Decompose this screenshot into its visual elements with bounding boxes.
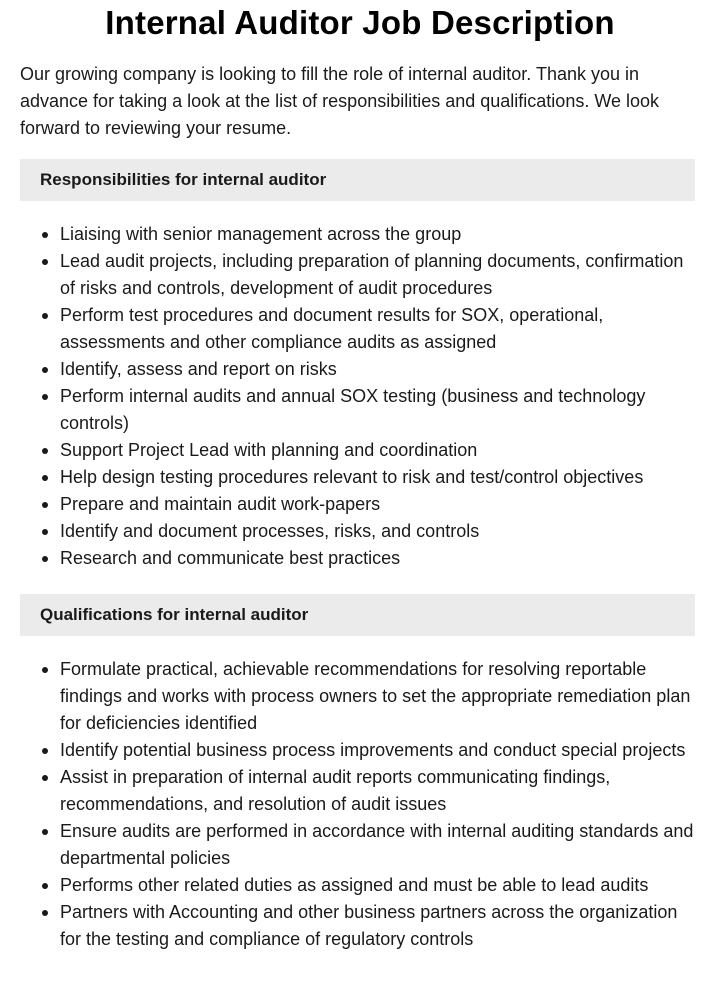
bullet-icon: [42, 556, 48, 562]
list-item-text: Liaising with senior management across the group: [60, 224, 462, 244]
qualifications-header: [20, 594, 695, 636]
list-item: [60, 764, 700, 818]
list-item: [60, 518, 700, 545]
list-item-text: Performs other related duties as assigned and must be able to lead audits: [60, 875, 649, 895]
list-item: [60, 437, 700, 464]
responsibilities-heading: Responsibilities for internal auditor: [40, 170, 327, 189]
intro-paragraph: Our growing company is looking to fill the role of internal auditor. Thank you in advance for taking a look at the list of responsibilities and qualifications. We look forward to reviewing your resume.: [20, 64, 660, 138]
list-item: [60, 656, 700, 737]
page-title: Internal Auditor Job Description: [105, 4, 615, 41]
list-item: [60, 302, 700, 356]
list-item-text: Identify and document processes, risks, and controls: [60, 521, 480, 541]
bullet-icon: [42, 313, 48, 319]
list-item: [60, 818, 700, 872]
bullet-icon: [42, 448, 48, 454]
section-spacer: [0, 572, 720, 577]
bullet-icon: [42, 232, 48, 238]
list-item-text: Support Project Lead with planning and coordination: [60, 440, 478, 460]
responsibilities-header: [20, 159, 695, 201]
list-item-text: Identify, assess and report on risks: [60, 359, 337, 379]
bullet-icon: [42, 367, 48, 373]
bullet-icon: [42, 667, 48, 673]
list-item-text: Prepare and maintain audit work-papers: [60, 494, 381, 514]
list-item: [60, 383, 700, 437]
list-item: [60, 464, 700, 491]
bullet-icon: [42, 910, 48, 916]
list-item: [60, 899, 700, 953]
qualifications-heading: Qualifications for internal auditor: [40, 605, 309, 624]
list-item-text: Help design testing procedures relevant to risk and test/control objectives: [60, 467, 644, 487]
bullet-icon: [42, 529, 48, 535]
list-item-text: Assist in preparation of internal audit reports communicating findings, recommendations, and resolution of audit issues: [60, 767, 611, 814]
bullet-icon: [42, 475, 48, 481]
list-item: [60, 545, 700, 572]
bullet-icon: [42, 259, 48, 265]
list-item-text: Research and communicate best practices: [60, 548, 401, 568]
list-item: [60, 737, 700, 764]
list-item-text: Formulate practical, achievable recommendations for resolving reportable findings and works with process owners to set the appropriate remediation plan for deficiencies identified: [60, 659, 691, 733]
bullet-icon: [42, 748, 48, 754]
list-item: [60, 221, 700, 248]
responsibilities-list: [0, 221, 720, 572]
bullet-icon: [42, 502, 48, 508]
list-item-text: Identify potential business process improvements and conduct special projects: [60, 740, 686, 760]
list-item-text: Lead audit projects, including preparation of planning documents, confirmation of risks and controls, development of audit procedures: [60, 251, 684, 298]
list-item-text: Perform test procedures and document results for SOX, operational, assessments and other compliance audits as assigned: [60, 305, 604, 352]
list-item: [60, 248, 700, 302]
list-item: [60, 491, 700, 518]
list-item-text: Partners with Accounting and other business partners across the organization for the testing and compliance of regulatory controls: [60, 902, 678, 949]
qualifications-list: [0, 656, 720, 953]
bullet-icon: [42, 394, 48, 400]
bullet-icon: [42, 775, 48, 781]
list-item: [60, 356, 700, 383]
list-item: [60, 872, 700, 899]
list-item-text: Perform internal audits and annual SOX testing (business and technology controls): [60, 386, 646, 433]
list-item-text: Ensure audits are performed in accordance with internal auditing standards and departmental policies: [60, 821, 694, 868]
bullet-icon: [42, 829, 48, 835]
bullet-icon: [42, 883, 48, 889]
